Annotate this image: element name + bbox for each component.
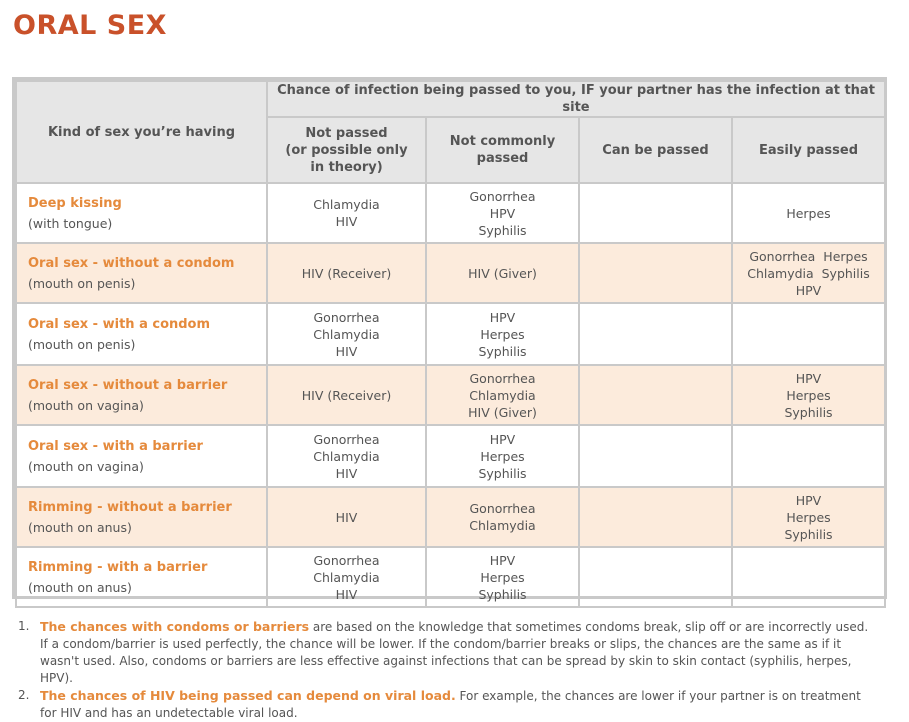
table-row [16, 487, 885, 547]
infection-item: HIV (Receiver) [301, 265, 392, 281]
infection-item: Gonorrhea [469, 501, 536, 516]
infection-item: Herpes [480, 569, 525, 585]
table-cell [579, 425, 732, 487]
table-cell [732, 243, 885, 303]
table-cell [426, 547, 579, 607]
infection-item: Chlamydia Syphilis [747, 265, 870, 281]
table-cell [426, 425, 579, 487]
infection-item: Herpes [480, 326, 525, 342]
column-header [579, 117, 732, 183]
row-kind-subtitle: (mouth on penis) [28, 336, 136, 352]
footnote [18, 618, 878, 687]
row-kind-cell [16, 425, 267, 487]
row-kind-label: Oral sex - without a condom [28, 255, 235, 271]
column-header-line: Easily passed [759, 142, 858, 158]
infection-item: Chlamydia [313, 569, 380, 585]
row-kind-cell [16, 303, 267, 365]
infection-item: Herpes [786, 509, 831, 525]
footnote-emphasis: The chances of HIV being passed can depend on viral load. [40, 688, 456, 703]
column-header-line: in theory) [310, 159, 383, 175]
column-header-line: Not commonly [449, 134, 556, 149]
infection-item: Herpes [786, 205, 831, 221]
infection-item: Gonorrhea [469, 188, 536, 204]
column-header-line: (or possible only [285, 142, 408, 158]
footnote-text: For example, the chances are lower if your partner is on treatment for HIV and has an undetectable viral load. [40, 689, 861, 720]
table-cell [732, 425, 885, 487]
infection-item: Syphilis [784, 404, 833, 420]
page-title: ORAL SEX [13, 10, 167, 41]
infection-item: HPV [489, 205, 516, 221]
row-kind-subtitle: (mouth on penis) [28, 275, 136, 291]
table-cell [267, 243, 426, 303]
footnote-number: 1. [18, 619, 30, 633]
infection-item: Syphilis [478, 222, 527, 238]
column-header [267, 117, 426, 183]
row-kind-cell [16, 487, 267, 547]
row-kind-cell [16, 365, 267, 425]
column-header [732, 117, 885, 183]
infection-item: Chlamydia [313, 448, 380, 464]
table-cell [267, 365, 426, 425]
table-row [16, 365, 885, 425]
row-kind-cell [16, 243, 267, 303]
table-cell [732, 303, 885, 365]
infection-item: Gonorrhea [469, 370, 536, 386]
row-kind-label: Rimming - without a barrier [28, 499, 232, 515]
footnotes [18, 618, 878, 722]
row-kind-subtitle: (with tongue) [28, 215, 113, 231]
footnote-text: are based on the knowledge that sometimes condoms break, slip off or are incorrectly used. If a condom/barrier is used perfectly, the chance will be lower. If the condom/barrier breaks or slips, the chances are the same as if it wasn't used. Also, condoms or barriers are less effective against infections that can be spread by skin to skin contact (syphilis, herpes, HPV). [40, 620, 869, 685]
column-header [426, 117, 579, 183]
row-kind-subtitle: (mouth on anus) [28, 579, 132, 595]
infection-item: Syphilis [478, 343, 527, 359]
row-kind-label: Oral sex - with a barrier [28, 438, 203, 454]
table-cell [426, 243, 579, 303]
table-row [16, 547, 885, 607]
table-cell [732, 487, 885, 547]
table-cell [267, 303, 426, 365]
table-cell [426, 183, 579, 243]
infection-item: HPV [489, 431, 516, 447]
table-cell [267, 547, 426, 607]
row-kind-label: Deep kissing [28, 195, 122, 211]
infection-chance-table [12, 77, 887, 602]
table-cell [732, 365, 885, 425]
footnote-number: 2. [18, 688, 30, 702]
table-cell [579, 547, 732, 607]
infection-item: HPV [795, 370, 822, 386]
table-cell [579, 183, 732, 243]
row-kind-cell [16, 183, 267, 243]
infection-item: Syphilis [784, 526, 833, 542]
infection-item: Gonorrhea [313, 309, 380, 325]
table-cell [426, 365, 579, 425]
table-cell [579, 487, 732, 547]
infection-item: HIV (Giver) [468, 265, 537, 281]
column-header-line: Can be passed [602, 142, 709, 158]
chance-table [15, 80, 886, 608]
infection-item: HIV (Receiver) [301, 387, 392, 403]
row-kind-label: Oral sex - with a condom [28, 316, 211, 332]
table-cell [579, 365, 732, 425]
infection-item: HIV [335, 586, 358, 602]
infection-item: HPV [795, 282, 822, 298]
chance-span-header: Chance of infection being passed to you, IF your partner has the infection at that site [267, 81, 885, 117]
table-row [16, 425, 885, 487]
table-cell [267, 425, 426, 487]
footnote-emphasis: The chances with condoms or barriers [40, 619, 310, 634]
row-kind-cell [16, 547, 267, 607]
table-cell [732, 183, 885, 243]
table-cell [267, 183, 426, 243]
infection-item: Chlamydia [469, 387, 536, 403]
table-cell [579, 243, 732, 303]
infection-item: HPV [489, 552, 516, 568]
footnote [18, 687, 878, 722]
infection-item: HIV [335, 509, 358, 525]
infection-item: Gonorrhea Herpes [749, 248, 868, 264]
row-kind-label: Oral sex - without a barrier [28, 377, 228, 393]
table-row [16, 243, 885, 303]
infection-item: Syphilis [478, 586, 527, 602]
infection-item: Chlamydia [313, 197, 380, 212]
infection-item: Gonorrhea [313, 431, 380, 447]
infection-item: Herpes [786, 387, 831, 403]
infection-item: Chlamydia [469, 518, 536, 533]
table-cell [426, 303, 579, 365]
row-kind-subtitle: (mouth on anus) [28, 519, 132, 535]
row-kind-subtitle: (mouth on vagina) [28, 397, 144, 413]
infection-item: Chlamydia [313, 326, 380, 342]
table-row [16, 303, 885, 365]
table-row [16, 183, 885, 243]
column-header-line: passed [476, 151, 529, 166]
row-kind-subtitle: (mouth on vagina) [28, 458, 144, 474]
infection-item: HIV (Giver) [468, 404, 537, 420]
row-kind-label: Rimming - with a barrier [28, 559, 208, 575]
infection-item: Herpes [480, 448, 525, 464]
infection-item: HPV [795, 492, 822, 508]
kind-column-header: Kind of sex you’re having [16, 81, 267, 183]
infection-item: HIV [335, 465, 358, 481]
table-cell [267, 487, 426, 547]
table-cell [732, 547, 885, 607]
infection-item: HIV [335, 343, 358, 359]
table-cell [579, 303, 732, 365]
infection-item: HPV [489, 309, 516, 325]
infection-item: Gonorrhea [313, 552, 380, 568]
table-cell [426, 487, 579, 547]
infection-item: Syphilis [478, 465, 527, 481]
column-header-line: Not passed [305, 125, 388, 141]
infection-item: HIV [335, 214, 358, 229]
